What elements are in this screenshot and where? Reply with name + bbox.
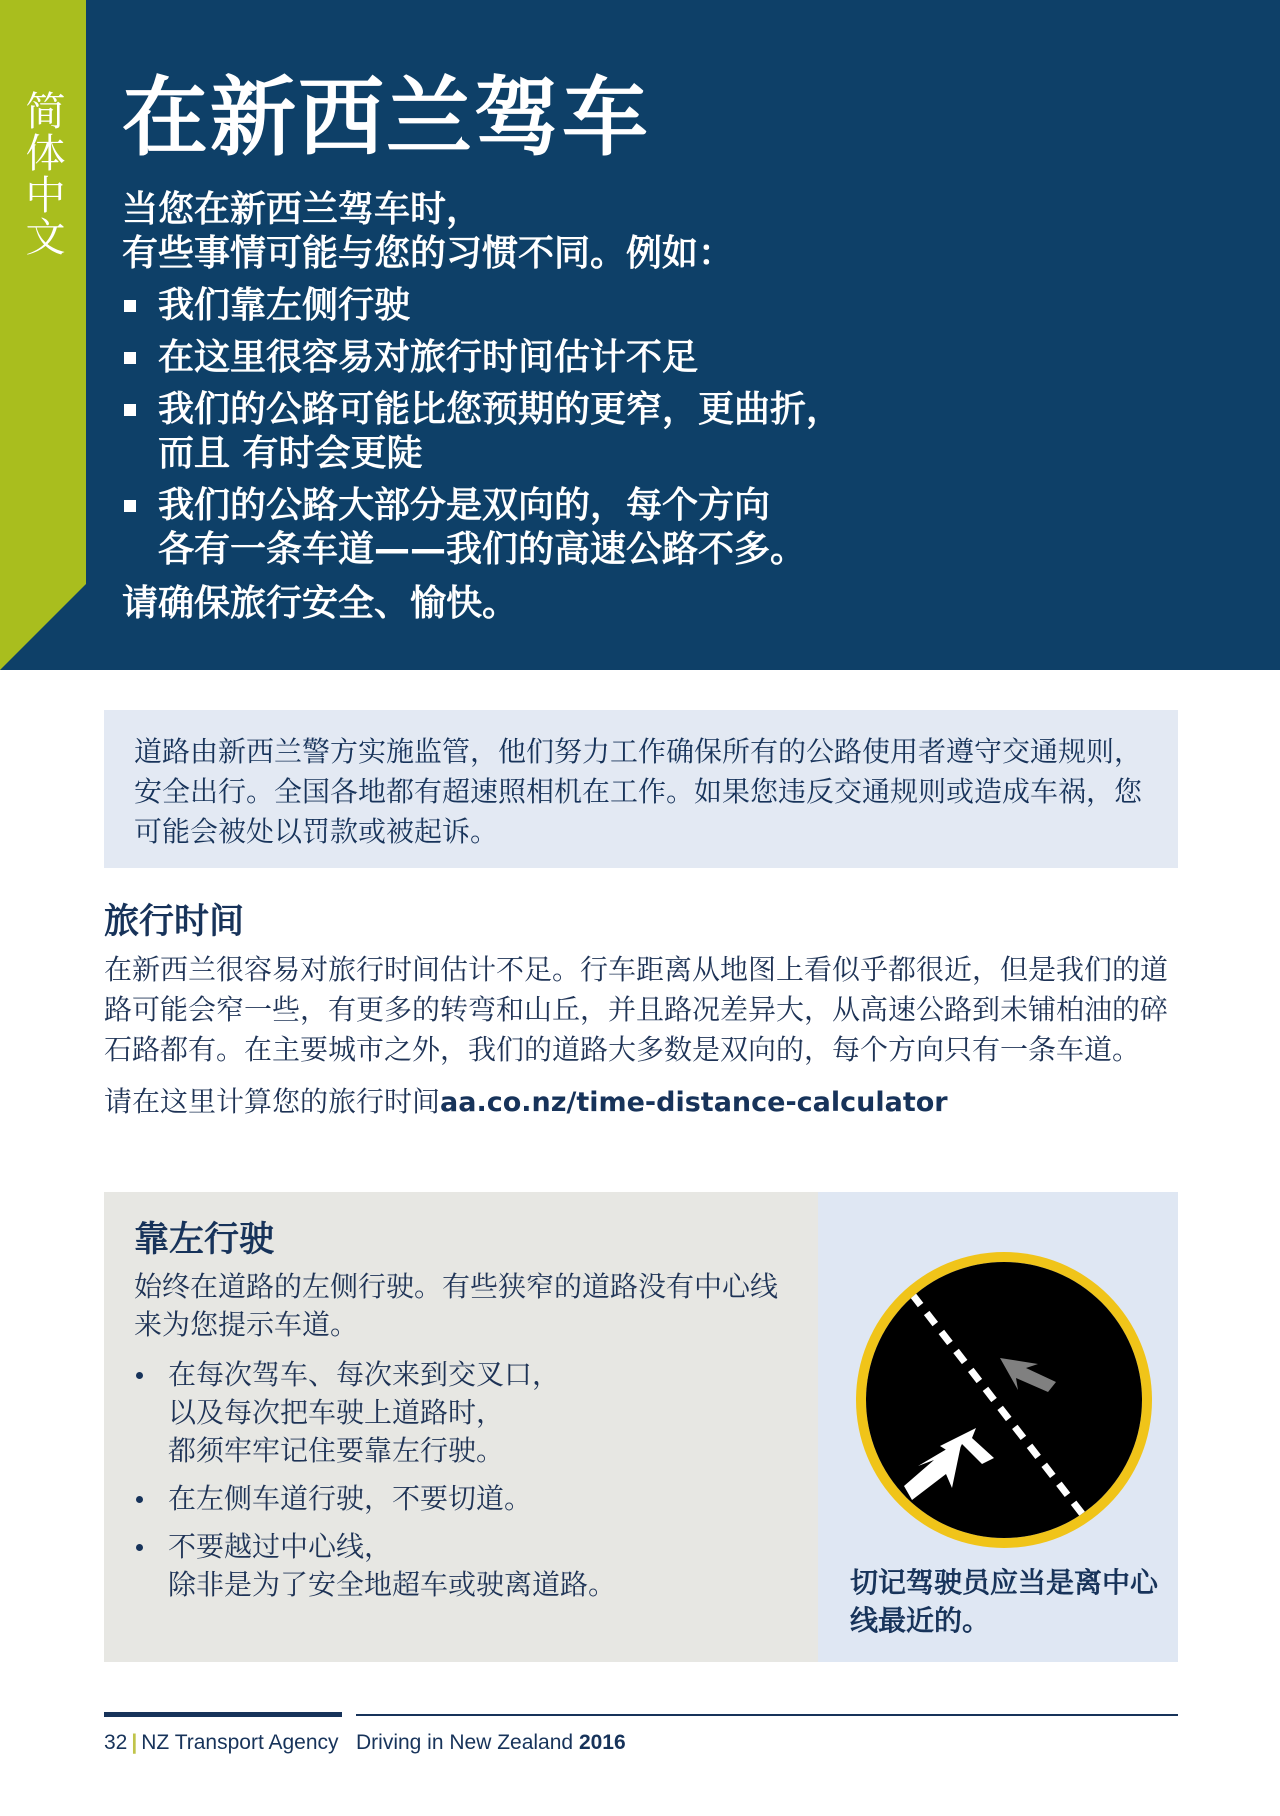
keep-left-heading: 靠左行驶 [134, 1220, 275, 1260]
language-label: 简体中文 [19, 90, 65, 258]
keep-left-image-panel [818, 1192, 1178, 1662]
square-bullet-icon [124, 300, 136, 312]
dot-bullet-icon [136, 1372, 143, 1379]
intro-bullet-text: 我们的公路大部分是双向的，每个方向 各有一条车道——我们的高速公路不多。 [158, 485, 807, 570]
page-footer [104, 1728, 626, 1758]
keep-left-bullet-text: 在左侧车道行驶，不要切道。 [168, 1482, 533, 1515]
intro-closing: 请确保旅行安全、愉快。 [122, 583, 519, 624]
intro-bullet [122, 388, 1122, 476]
road-sign-caption: 切记驾驶员应当是离中心线最近的。 [850, 1566, 1159, 1637]
calculator-link[interactable]: aa.co.nz/time-distance-calculator [440, 1087, 948, 1118]
header-banner [0, 0, 1280, 670]
travel-time-heading: 旅行时间 [104, 902, 245, 942]
document-title [356, 1728, 626, 1758]
intro-line-1: 当您在新西兰驾车时， [122, 189, 483, 230]
footer-separator: | [131, 1731, 138, 1754]
intro-bullet-text: 我们靠左侧行驶 [158, 285, 411, 326]
calculator-line [104, 1082, 1178, 1123]
keep-left-section [104, 1192, 1178, 1662]
intro-bullet [122, 336, 1122, 380]
footer-rule-left [104, 1712, 342, 1717]
square-bullet-icon [124, 352, 136, 364]
keep-left-bullet [134, 1356, 788, 1470]
intro-block [122, 188, 1122, 626]
intro-bullet-list [122, 284, 1122, 572]
travel-time-body: 在新西兰很容易对旅行时间估计不足。行车距离从地图上看似乎都很近，但是我们的道路可能会窄一些，有更多的转弯和山丘，并且路况差异大，从高速公路到未铺柏油的碎石路都有。在主要城市之外，我们的道路大多数是双向的，每个方向只有一条车道。 [104, 953, 1169, 1066]
keep-left-bullet [134, 1480, 788, 1518]
page-title: 在新西兰驾车 [122, 68, 650, 168]
intro-bullet-text: 在这里很容易对旅行时间估计不足 [158, 337, 699, 378]
square-bullet-icon [124, 404, 136, 416]
keep-left-bullet [134, 1528, 788, 1604]
calculator-prefix: 请在这里计算您的旅行时间 [104, 1085, 441, 1118]
intro-line-2: 有些事情可能与您的习惯不同。例如： [122, 233, 735, 274]
document-title-text: Driving in New Zealand [356, 1731, 574, 1754]
dot-bullet-icon [136, 1496, 143, 1503]
travel-time-section [104, 900, 1178, 1123]
page-number: 32 [104, 1731, 128, 1754]
document-year: 2016 [578, 1731, 626, 1754]
dot-bullet-icon [136, 1544, 143, 1551]
keep-left-bullet-list [134, 1356, 788, 1604]
intro-bullet [122, 484, 1122, 572]
police-enforcement-note: 道路由新西兰警方实施监管，他们努力工作确保所有的公路使用者遵守交通规则，安全出行。全国各地都有超速照相机在工作。如果您违反交通规则或造成车祸，您可能会被处以罚款或被起诉。 [104, 710, 1178, 868]
footer-rule-right [356, 1714, 1178, 1716]
intro-bullet-text: 我们的公路可能比您预期的更窄，更曲折， 而且 有时会更陡 [158, 389, 843, 474]
square-bullet-icon [124, 500, 136, 512]
agency-name: NZ Transport Agency [141, 1731, 339, 1754]
keep-left-text-panel [104, 1192, 818, 1662]
keep-left-lead: 始终在道路的左侧行驶。有些狭窄的道路没有中心线来为您提示车道。 [134, 1270, 779, 1341]
keep-left-bullet-text: 不要越过中心线， 除非是为了安全地超车或驶离道路。 [168, 1530, 617, 1601]
intro-bullet [122, 284, 1122, 328]
keep-left-road-sign-icon [854, 1250, 1154, 1550]
keep-left-bullet-text: 在每次驾车、每次来到交叉口， 以及每次把车驶上道路时， 都须牢牢记住要靠左行驶。 [168, 1358, 561, 1467]
